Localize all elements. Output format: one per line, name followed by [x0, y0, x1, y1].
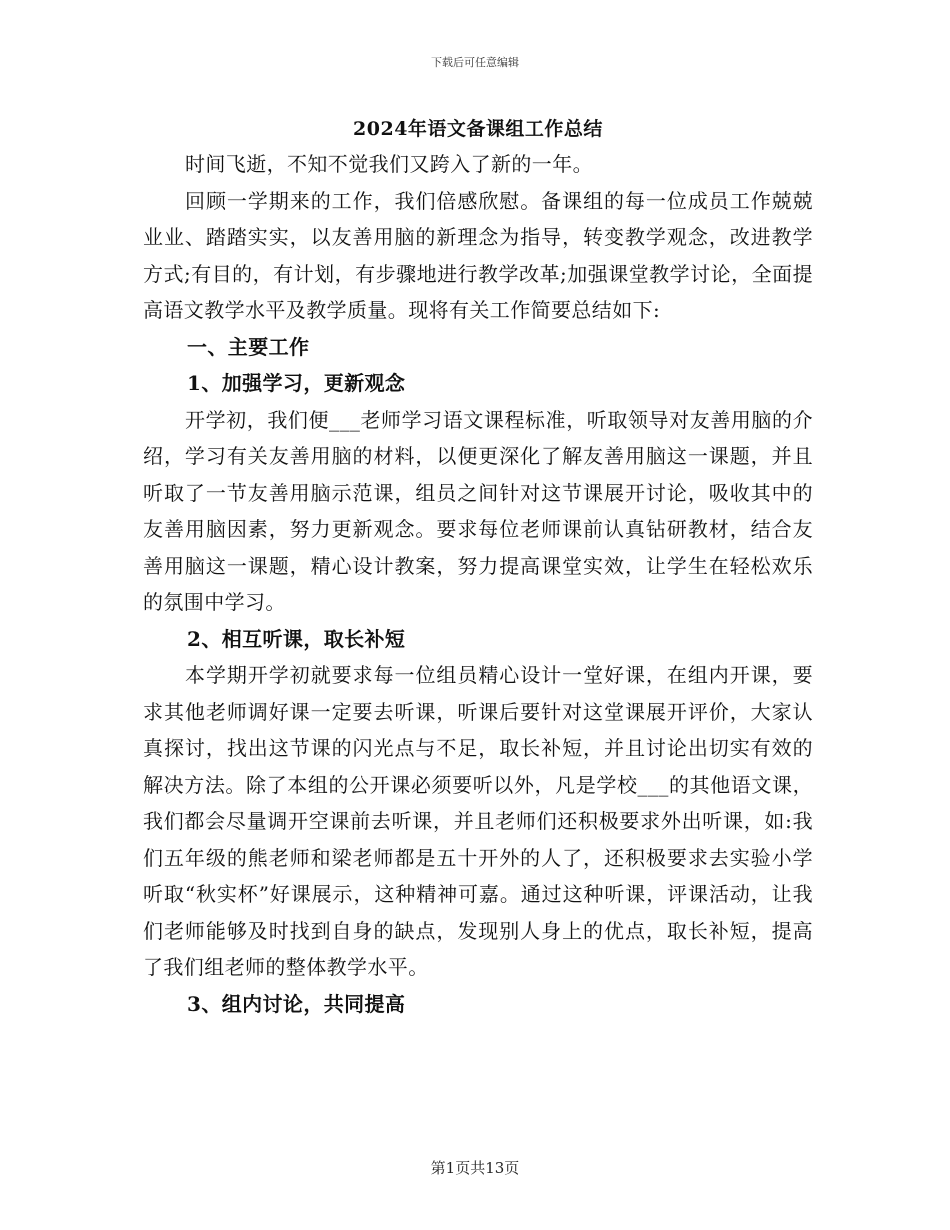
section-heading-main-work: 一、主要工作: [187, 334, 310, 359]
document-body: [143, 112, 813, 1022]
paragraph-intro: 时间飞逝，不知不觉我们又跨入了新的一年。: [185, 152, 593, 176]
subheading-observation: 2、相互听课，取长补短: [187, 626, 406, 651]
page-number: 第1页共13页: [430, 1159, 520, 1177]
subheading-study: 1、加强学习，更新观念: [187, 371, 406, 395]
paragraph-study: 开学初，我们便___老师学习语文课程标准，听取领导对友善用脑的介绍，学习有关友善用脑的材料，以便更深化了解友善用脑这一课题，并且听取了一节友善用脑示范课，组员之间针对这节课展开讨论，吸收其中的友善用脑因素，努力更新观念。要求每位老师课前认真钻研教材，结合友善用脑这一课题，精心设计教案，努力提高课堂实效，让学生在轻松欢乐的氛围中学习。: [143, 407, 813, 614]
paragraph-review: 回顾一学期来的工作，我们倍感欣慰。备课组的每一位成员工作兢兢业业、踏踏实实，以友善用脑的新理念为指导，转变教学观念，改进教学方式;有目的，有计划，有步骤地进行教学改革;加强课堂教学讨论，全面提高语文教学水平及教学质量。现将有关工作简要总结如下:: [143, 188, 813, 322]
subheading-discussion: 3、组内讨论，共同提高: [187, 991, 406, 1016]
document-title: 2024年语文备课组工作总结: [353, 118, 603, 140]
header-note: 下载后可任意编辑: [431, 56, 519, 69]
paragraph-observation: 本学期开学初就要求每一位组员精心设计一堂好课，在组内开课，要求其他老师调好课一定要去听课，听课后要针对这堂课展开评价，大家认真探讨，找出这节课的闪光点与不足，取长补短，并且讨论出切实有效的解决方法。除了本组的公开课必须要听以外，凡是学校___的其他语文课，我们都会尽量调开空课前去听课，并且老师们还积极要求外出听课，如:我们五年级的熊老师和梁老师都是五十开外的人了，还积极要求去实验小学听取“秋实杯”好课展示，这种精神可嘉。通过这种听课，评课活动，让我们老师能够及时找到自身的缺点，发现别人身上的优点，取长补短，提高了我们组老师的整体教学水平。: [143, 663, 813, 979]
